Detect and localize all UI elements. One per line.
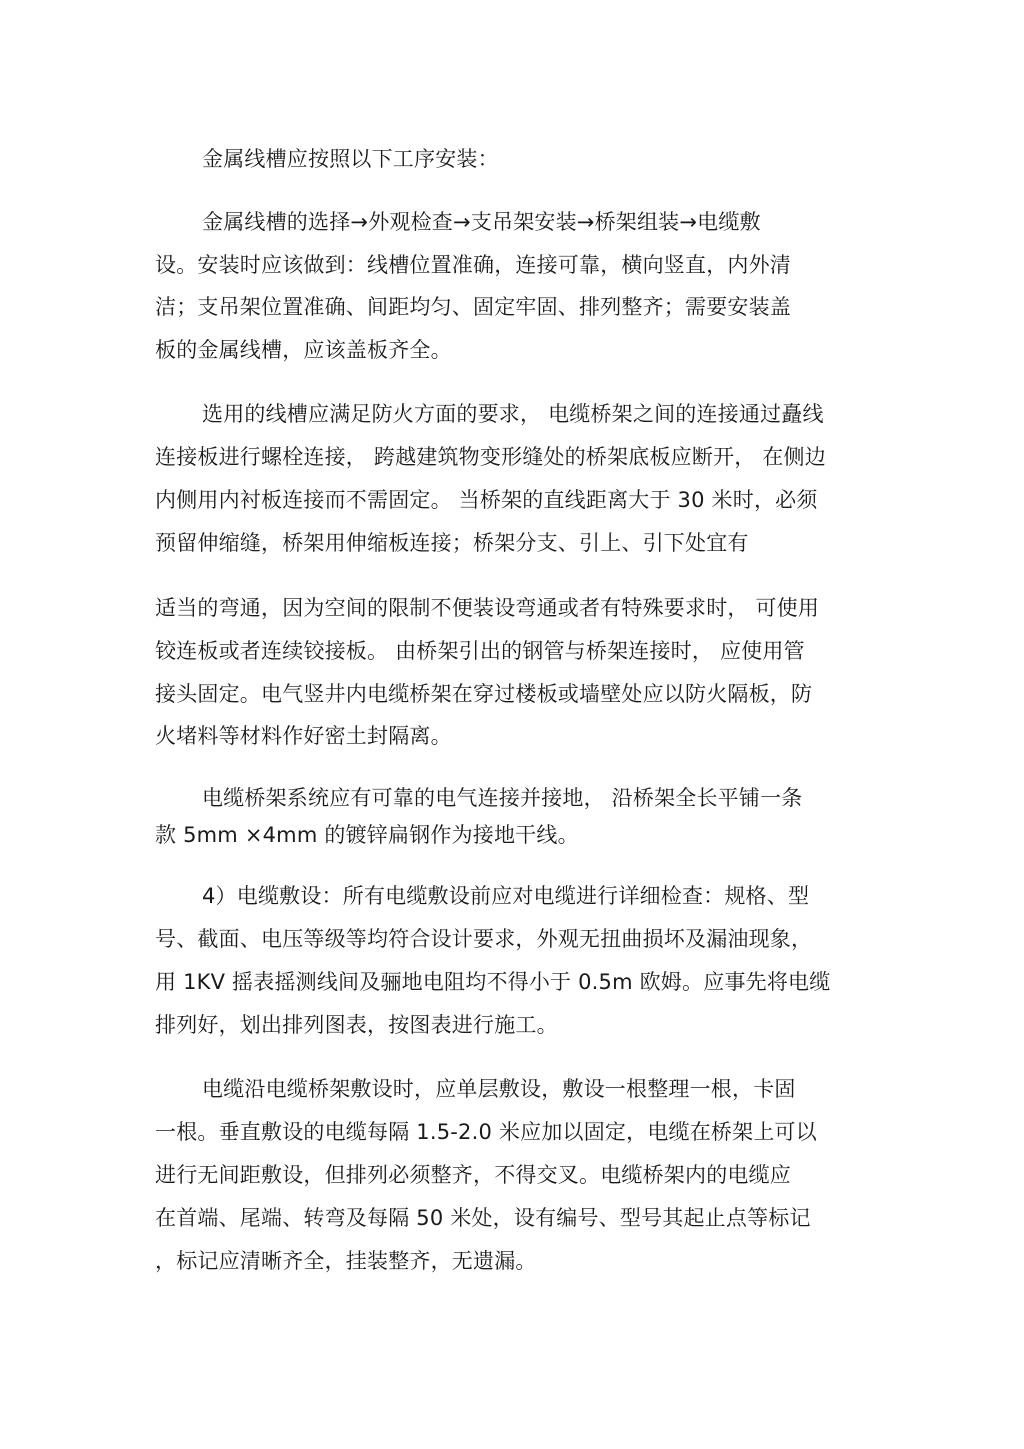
p5-line-1: 电缆桥架系统应有可靠的电气连接并接地， 沿桥架全长平铺一条 xyxy=(202,786,803,810)
p5-line-2: 款 5mm ×4mm 的镀锌扁钢作为接地干线。 xyxy=(155,823,579,847)
p7-line-4: 在首端、尾端、转弯及每隔 50 米处，设有编号、型号其起止点等标记 xyxy=(155,1206,811,1230)
p4-line-1: 适当的弯通，因为空间的限制不便装设弯通或者有特殊要求时， 可使用 xyxy=(155,596,820,620)
p2-line-1: 金属线槽的选择→外观检查→支吊架安装→桥架组装→电缆敷 xyxy=(202,210,761,234)
p4-line-2: 铰连板或者连续铰接板。 由桥架引出的钢管与桥架连接时， 应使用管 xyxy=(155,639,805,663)
p6-line-1: 4）电缆敷设：所有电缆敷设前应对电缆进行详细检查：规格、型 xyxy=(202,884,810,908)
p7-line-3: 进行无间距敷设，但排列必须整齐，不得交叉。电缆桥架内的电缆应 xyxy=(155,1163,791,1187)
p6-line-2: 号、截面、电压等级等均符合设计要求，外观无扭曲损坏及漏油现象， xyxy=(155,927,813,951)
p4-line-3: 接头固定。电气竖井内电缆桥架在穿过楼板或墙壁处应以防火隔板，防 xyxy=(155,682,813,706)
p7-line-5: ，标记应清晰齐全，挂装整齐，无遗漏。 xyxy=(155,1249,537,1273)
p1-line-1: 金属线槽应按照以下工序安装： xyxy=(202,147,499,171)
p3-line-1: 选用的线槽应满足防火方面的要求， 电缆桥架之间的连接通过矗线 xyxy=(202,402,824,426)
p2-line-3: 洁；支吊架位置准确、间距均匀、固定牢固、排列整齐；需要安装盖 xyxy=(155,295,791,319)
p3-line-2: 连接板进行螺栓连接， 跨越建筑物变形缝处的桥架底板应断开， 在侧边 xyxy=(155,445,826,469)
p7-line-1: 电缆沿电缆桥架敷设时，应单层敷设，敷设一根整理一根，卡固 xyxy=(202,1077,796,1101)
p2-line-2: 设。安装时应该做到：线槽位置准确，连接可靠，横向竖直，内外清 xyxy=(155,253,791,277)
p3-line-3: 内侧用内衬板连接而不需固定。 当桥架的直线距离大于 30 米时，必须 xyxy=(155,488,818,512)
p2-line-4: 板的金属线槽，应该盖板齐全。 xyxy=(155,338,452,362)
p6-line-3: 用 1KV 摇表摇测线间及骊地电阻均不得小于 0.5m 欧姆。应事先将电缆 xyxy=(155,970,831,994)
p3-line-4: 预留伸缩缝，桥架用伸缩板连接；桥架分支、引上、引下处宜有 xyxy=(155,531,749,555)
p7-line-2: 一根。垂直敷设的电缆每隔 1.5-2.0 米应加以固定，电缆在桥架上可以 xyxy=(155,1120,817,1144)
p4-line-4: 火堵料等材料作好密土封隔离。 xyxy=(155,724,452,748)
p6-line-4: 排列好，划出排列图表，按图表进行施工。 xyxy=(155,1013,558,1037)
